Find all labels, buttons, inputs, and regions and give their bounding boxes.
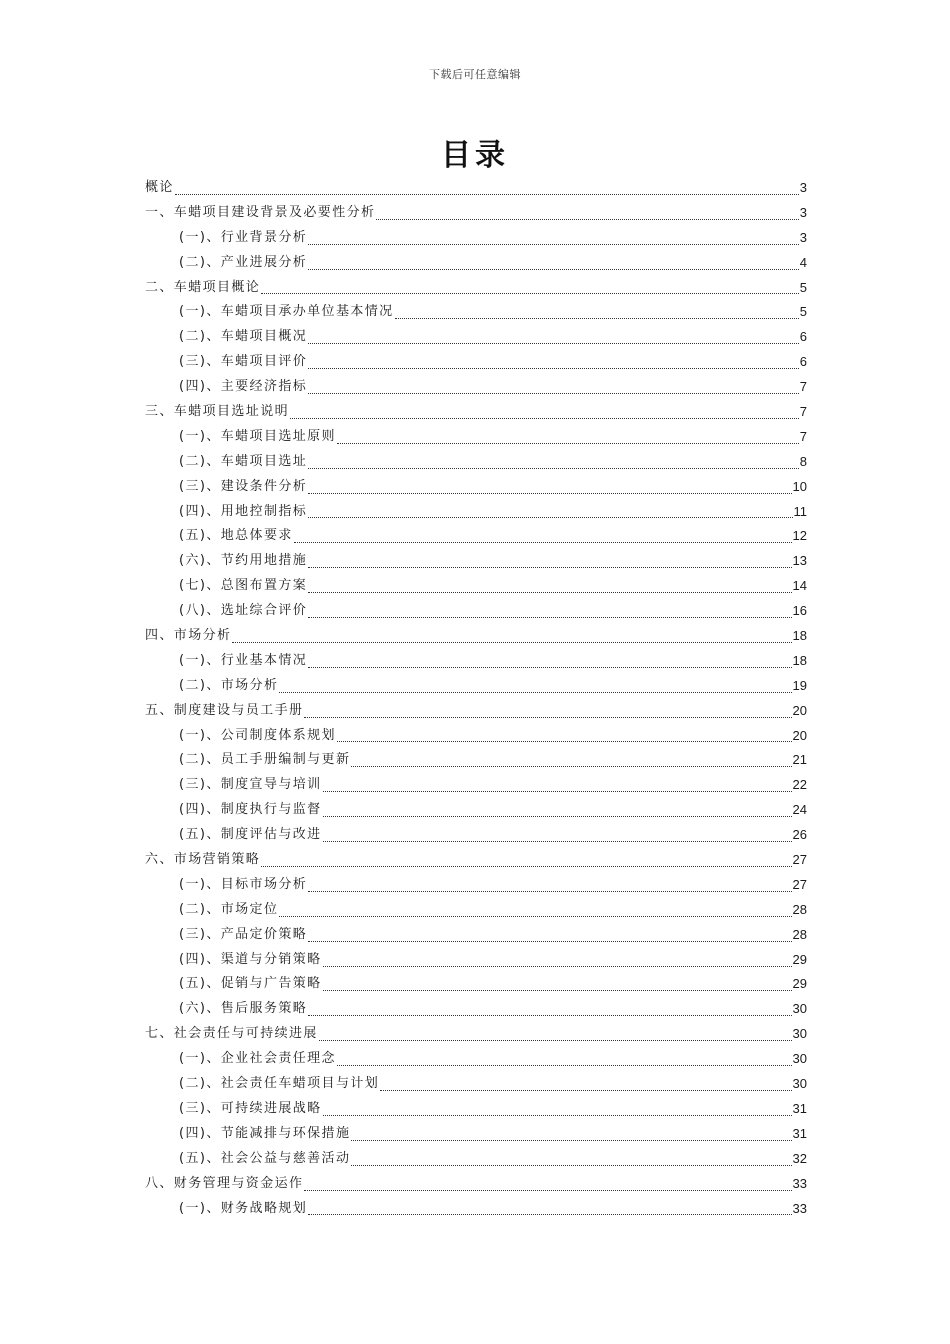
toc-page-number: 31: [792, 1125, 807, 1141]
toc-section-entry[interactable]: [145, 400, 807, 425]
toc-page-number: 18: [792, 628, 807, 644]
toc-dot-leader: [380, 1072, 791, 1097]
toc-entry-label: 四、市场分析: [145, 628, 232, 644]
toc-page-number: 7: [799, 379, 807, 395]
toc-dot-leader: [376, 201, 798, 226]
toc-page-number: 19: [792, 677, 807, 693]
toc-dot-leader: [308, 599, 791, 624]
toc-dot-leader: [308, 226, 799, 251]
toc-subsection-entry[interactable]: [145, 524, 807, 549]
toc-page-number: 11: [793, 503, 807, 519]
toc-entry-label: (三)、可持续进展战略: [179, 1100, 322, 1116]
toc-dot-leader: [308, 325, 799, 350]
toc-dot-leader: [323, 948, 792, 973]
toc-subsection-entry[interactable]: [145, 1122, 807, 1147]
toc-dot-leader: [308, 574, 791, 599]
toc-section-entry[interactable]: [145, 176, 807, 201]
toc-page-number: 26: [792, 827, 807, 843]
toc-page-number: 29: [792, 976, 807, 992]
toc-dot-leader: [308, 500, 792, 525]
toc-dot-leader: [337, 1047, 792, 1072]
toc-entry-label: (六)、售后服务策略: [179, 1001, 308, 1017]
toc-section-entry[interactable]: [145, 201, 807, 226]
toc-subsection-entry[interactable]: [145, 425, 807, 450]
toc-dot-leader: [323, 798, 792, 823]
toc-dot-leader: [323, 1097, 792, 1122]
toc-dot-leader: [351, 1147, 791, 1172]
toc-entry-label: (三)、建设条件分析: [179, 478, 308, 494]
toc-entry-label: (七)、总图布置方案: [179, 578, 308, 594]
toc-entry-label: (一)、行业基本情况: [179, 652, 308, 668]
toc-entry-label: 七、社会责任与可持续进展: [145, 1026, 318, 1042]
toc-page-number: 3: [799, 179, 807, 195]
toc-page-number: 32: [792, 1150, 807, 1166]
toc-page-number: 20: [792, 727, 807, 743]
toc-dot-leader: [308, 450, 799, 475]
toc-entry-label: (一)、企业社会责任理念: [179, 1051, 336, 1067]
toc-entry-label: (五)、社会公益与慈善活动: [179, 1150, 351, 1166]
toc-entry-label: (五)、促销与广告策略: [179, 976, 322, 992]
toc-dot-leader: [304, 699, 791, 724]
toc-dot-leader: [175, 176, 799, 201]
toc-dot-leader: [395, 300, 799, 325]
toc-page-number: 3: [799, 229, 807, 245]
toc-dot-leader: [351, 1122, 791, 1147]
toc-subsection-entry[interactable]: [145, 773, 807, 798]
toc-entry-label: (二)、社会责任车蜡项目与计划: [179, 1076, 380, 1092]
toc-dot-leader: [323, 973, 792, 998]
header-note: 下载后可任意编辑: [429, 68, 521, 81]
toc-page-number: 10: [792, 478, 807, 494]
toc-entry-label: (三)、制度宣导与培训: [179, 777, 322, 793]
toc-page-number: 30: [792, 1001, 807, 1017]
toc-entry-label: (四)、渠道与分销策略: [179, 951, 322, 967]
toc-dot-leader: [304, 1172, 791, 1197]
toc-dot-leader: [323, 823, 792, 848]
toc-entry-label: 六、市场营销策略: [145, 852, 261, 868]
toc-subsection-entry[interactable]: [145, 973, 807, 998]
toc-dot-leader: [351, 748, 791, 773]
toc-subsection-entry[interactable]: [145, 325, 807, 350]
toc-page-number: 16: [792, 603, 807, 619]
toc-entry-label: 一、车蜡项目建设背景及必要性分析: [145, 204, 376, 220]
toc-dot-leader: [308, 923, 791, 948]
toc-page-number: 5: [799, 304, 807, 320]
toc-page-number: 6: [799, 329, 807, 345]
toc-subsection-entry[interactable]: [145, 300, 807, 325]
toc-subsection-entry[interactable]: [145, 649, 807, 674]
toc-page-number: 31: [792, 1100, 807, 1116]
toc-entry-label: (五)、制度评估与改进: [179, 827, 322, 843]
toc-page-number: 20: [792, 702, 807, 718]
toc-dot-leader: [319, 1022, 792, 1047]
toc-page-number: 27: [792, 876, 807, 892]
toc-entry-label: (二)、车蜡项目选址: [179, 453, 308, 469]
toc-entry-label: (五)、地总体要求: [179, 528, 293, 544]
toc-dot-leader: [323, 773, 792, 798]
toc-dot-leader: [308, 649, 791, 674]
toc-subsection-entry[interactable]: [145, 1197, 807, 1222]
toc-subsection-entry[interactable]: [145, 1072, 807, 1097]
toc-dot-leader: [337, 425, 799, 450]
toc-subsection-entry[interactable]: [145, 226, 807, 251]
toc-page-number: 27: [792, 852, 807, 868]
toc-page-number: 7: [799, 428, 807, 444]
toc-title: 目录: [441, 138, 509, 173]
toc-entry-label: (六)、节约用地措施: [179, 553, 308, 569]
toc-page-number: 30: [792, 1026, 807, 1042]
toc-entry-label: 八、财务管理与资金运作: [145, 1175, 304, 1191]
toc-page-number: 6: [799, 354, 807, 370]
toc-page-number: 30: [792, 1076, 807, 1092]
toc-subsection-entry[interactable]: [145, 350, 807, 375]
toc-subsection-entry[interactable]: [145, 475, 807, 500]
toc-page-number: 8: [799, 453, 807, 469]
toc-section-entry[interactable]: [145, 1022, 807, 1047]
toc-entry-label: (一)、目标市场分析: [179, 876, 308, 892]
toc-dot-leader: [308, 1197, 791, 1222]
toc-subsection-entry[interactable]: [145, 748, 807, 773]
toc-entry-label: (四)、主要经济指标: [179, 379, 308, 395]
toc-dot-leader: [279, 898, 791, 923]
toc-subsection-entry[interactable]: [145, 873, 807, 898]
toc-page-number: 14: [792, 578, 807, 594]
toc-page-number: 12: [792, 528, 807, 544]
toc-entry-label: 五、制度建设与员工手册: [145, 702, 304, 718]
toc-subsection-entry[interactable]: [145, 1147, 807, 1172]
toc-page-number: 7: [799, 404, 807, 419]
toc-dot-leader: [337, 724, 792, 749]
toc-subsection-entry[interactable]: [145, 251, 807, 276]
toc-entry-label: (一)、财务战略规划: [179, 1200, 308, 1216]
toc-subsection-entry[interactable]: [145, 375, 807, 400]
toc-dot-leader: [294, 524, 792, 549]
toc-page-number: 3: [799, 204, 807, 220]
toc-section-entry[interactable]: [145, 848, 807, 873]
toc-page-number: 33: [792, 1200, 807, 1216]
toc-entry-label: (四)、用地控制指标: [179, 503, 308, 519]
toc-entry-label: (四)、节能减排与环保措施: [179, 1125, 351, 1141]
toc-entry-label: (二)、市场分析: [179, 677, 279, 693]
toc-subsection-entry[interactable]: [145, 823, 807, 848]
toc-entry-label: (一)、车蜡项目承办单位基本情况: [179, 304, 394, 320]
toc-page-number: 13: [792, 553, 807, 569]
toc-page-number: 28: [792, 926, 807, 942]
toc-entry-label: (一)、公司制度体系规划: [179, 727, 336, 743]
toc-page-number: 29: [792, 951, 807, 967]
toc-dot-leader: [308, 375, 799, 400]
toc-dot-leader: [308, 549, 791, 574]
toc-subsection-entry[interactable]: [145, 948, 807, 973]
toc-subsection-entry[interactable]: [145, 1097, 807, 1122]
toc-dot-leader: [279, 674, 791, 699]
toc-entry-label: (三)、产品定价策略: [179, 926, 308, 942]
toc-entry-label: (二)、产业进展分析: [179, 254, 308, 270]
toc-dot-leader: [290, 400, 799, 425]
toc-page-number: 30: [792, 1051, 807, 1067]
toc-page-number: 4: [799, 254, 807, 270]
toc-subsection-entry[interactable]: [145, 898, 807, 923]
toc-entry-label: (二)、市场定位: [179, 901, 279, 917]
toc-entry-label: 概论: [145, 179, 174, 195]
toc-dot-leader: [308, 997, 791, 1022]
toc-dot-leader: [308, 873, 791, 898]
toc-page-number: 22: [792, 777, 807, 793]
toc-subsection-entry[interactable]: [145, 724, 807, 749]
toc-section-entry[interactable]: [145, 699, 807, 724]
toc-entry-label: (四)、制度执行与监督: [179, 802, 322, 818]
toc-subsection-entry[interactable]: [145, 500, 807, 525]
toc-entry-label: (二)、车蜡项目概况: [179, 329, 308, 345]
toc-dot-leader: [261, 848, 791, 873]
toc-subsection-entry[interactable]: [145, 674, 807, 699]
toc-section-entry[interactable]: [145, 624, 807, 649]
toc-subsection-entry[interactable]: [145, 923, 807, 948]
toc-dot-leader: [261, 276, 799, 301]
toc-entry-label: 二、车蜡项目概论: [145, 279, 261, 295]
toc-subsection-entry[interactable]: [145, 599, 807, 624]
toc-entry-label: (一)、车蜡项目选址原则: [179, 428, 336, 444]
toc-entry-label: (一)、行业背景分析: [179, 229, 308, 245]
toc-dot-leader: [308, 350, 799, 375]
toc-page-number: 21: [792, 752, 807, 768]
toc-subsection-entry[interactable]: [145, 574, 807, 599]
toc-section-entry[interactable]: [145, 1172, 807, 1197]
toc-entry-label: (八)、选址综合评价: [179, 603, 308, 619]
toc-subsection-entry[interactable]: [145, 1047, 807, 1072]
toc-page-number: 5: [799, 279, 807, 295]
toc-entry-label: (二)、员工手册编制与更新: [179, 752, 351, 768]
toc-section-entry[interactable]: [145, 276, 807, 301]
toc-entry-label: 三、车蜡项目选址说明: [145, 404, 290, 419]
toc-page-number: 28: [792, 901, 807, 917]
toc-dot-leader: [308, 251, 799, 276]
toc-subsection-entry[interactable]: [145, 450, 807, 475]
toc-page-number: 33: [792, 1175, 807, 1191]
toc-dot-leader: [308, 475, 791, 500]
toc-subsection-entry[interactable]: [145, 798, 807, 823]
toc-dot-leader: [232, 624, 791, 649]
toc-page-number: 24: [792, 802, 807, 818]
table-of-contents: [145, 176, 807, 1221]
toc-subsection-entry[interactable]: [145, 549, 807, 574]
toc-subsection-entry[interactable]: [145, 997, 807, 1022]
toc-entry-label: (三)、车蜡项目评价: [179, 354, 308, 370]
toc-page-number: 18: [792, 652, 807, 668]
